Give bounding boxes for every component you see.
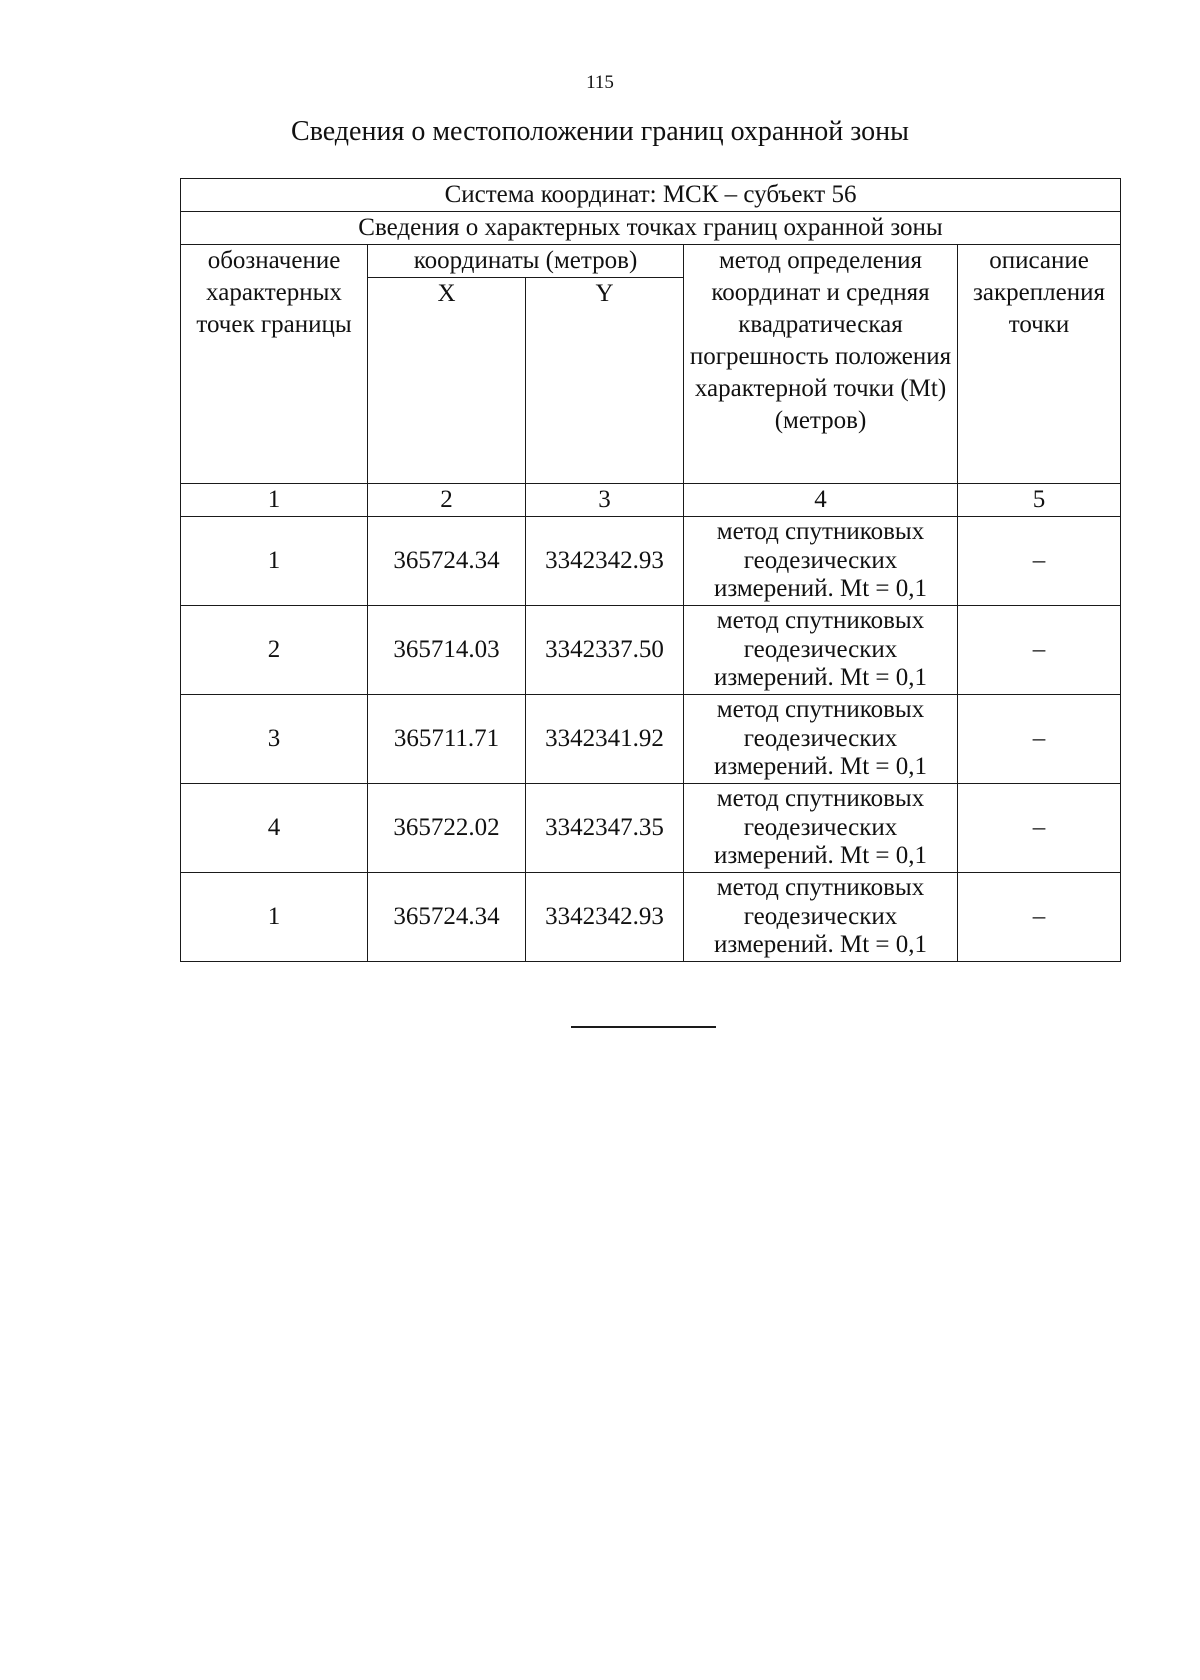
x-cell: 365724.34 (368, 873, 526, 962)
page-number: 115 (586, 72, 614, 93)
description-cell: – (958, 784, 1121, 873)
method-cell: метод спутниковых геодезических измерений. Mt = 0,1 (684, 517, 958, 606)
header-x: X (368, 278, 526, 484)
point-cell: 4 (181, 784, 368, 873)
method-cell: метод спутниковых геодезических измерений. Mt = 0,1 (684, 606, 958, 695)
column-numbers-row (181, 484, 1121, 517)
point-cell: 1 (181, 517, 368, 606)
table-row (181, 606, 1121, 695)
header-method: метод определения координат и средняя квадратическая погрешность положения характерной точки (Mt) (метров) (684, 245, 958, 484)
header-row (181, 245, 1121, 278)
table-info-cell: Сведения о характерных точках границ охранной зоны (181, 212, 1121, 245)
boundary-points-table (180, 178, 1121, 962)
header-description: описание закрепления точки (958, 245, 1121, 484)
point-cell: 2 (181, 606, 368, 695)
column-number: 5 (958, 484, 1121, 517)
header-coordinates: координаты (метров) (368, 245, 684, 278)
coordinate-system-row (181, 179, 1121, 212)
page-title: Сведения о местоположении границ охранной зоны (291, 116, 909, 147)
column-number: 3 (526, 484, 684, 517)
table-row (181, 695, 1121, 784)
x-cell: 365714.03 (368, 606, 526, 695)
header-designation: обозначение характерных точек границы (181, 245, 368, 484)
column-number: 2 (368, 484, 526, 517)
table-row (181, 784, 1121, 873)
y-cell: 3342342.93 (526, 517, 684, 606)
description-cell: – (958, 873, 1121, 962)
x-cell: 365724.34 (368, 517, 526, 606)
y-cell: 3342341.92 (526, 695, 684, 784)
method-cell: метод спутниковых геодезических измерений. Mt = 0,1 (684, 784, 958, 873)
coordinate-system-cell: Система координат: МСК – субъект 56 (181, 179, 1121, 212)
footer-divider (571, 1026, 716, 1028)
point-cell: 1 (181, 873, 368, 962)
description-cell: – (958, 606, 1121, 695)
header-y: Y (526, 278, 684, 484)
y-cell: 3342337.50 (526, 606, 684, 695)
method-cell: метод спутниковых геодезических измерений. Mt = 0,1 (684, 695, 958, 784)
x-cell: 365711.71 (368, 695, 526, 784)
column-number: 1 (181, 484, 368, 517)
table-info-row (181, 212, 1121, 245)
description-cell: – (958, 517, 1121, 606)
table-row (181, 517, 1121, 606)
y-cell: 3342347.35 (526, 784, 684, 873)
table-row (181, 873, 1121, 962)
method-cell: метод спутниковых геодезических измерений. Mt = 0,1 (684, 873, 958, 962)
y-cell: 3342342.93 (526, 873, 684, 962)
x-cell: 365722.02 (368, 784, 526, 873)
point-cell: 3 (181, 695, 368, 784)
description-cell: – (958, 695, 1121, 784)
column-number: 4 (684, 484, 958, 517)
